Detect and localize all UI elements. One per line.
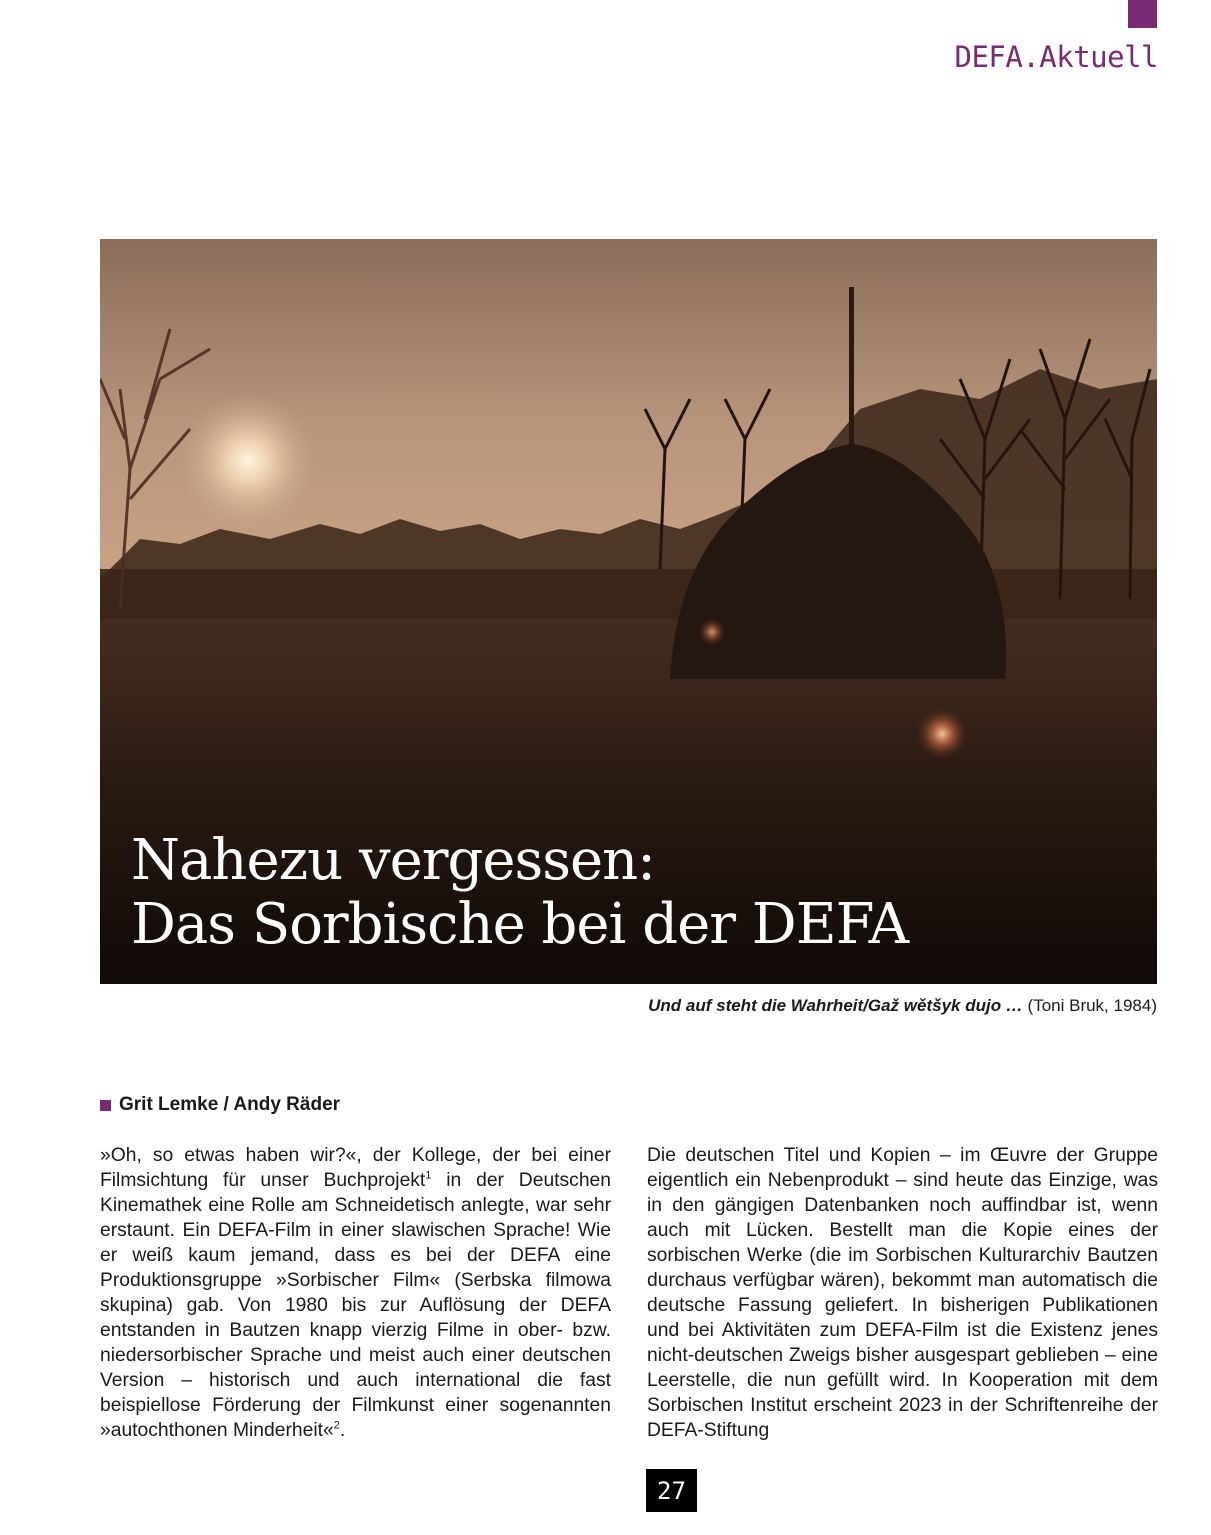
footnote-2-ref[interactable]: 2 bbox=[333, 1419, 340, 1432]
caption-film-title: Und auf steht die Wahrheit/Gaž wětšyk dujo … bbox=[648, 996, 1023, 1015]
section-label: DEFA.Aktuell bbox=[954, 40, 1158, 74]
byline bbox=[100, 1094, 340, 1116]
body-column-right: Die deutschen Titel und Kopien – im Œuvre der Gruppe eigentlich ein Nebenprodukt – sind heute das Einzige, was in den gängigen Datenbanken noch auffindbar ist, wenn auch mit Lücken. Bestellt man die Kopie eines der sorbischen Werke (die im Sorbischen Kulturarchiv Bautzen durchaus verfügbar wären), bekommt man automatisch die deutsche Fassung geliefert. In bisherigen Publikationen und bei Aktivitäten zum DEFA-Film ist die Existenz jenes nicht-deutschen Zweigs bisher ausgespart geblieben – eine Leerstelle, die nun gefüllt wird. In Kooperation mit dem Sorbischen Institut erscheint 2023 in der Schriftenreihe der DEFA-Stiftung bbox=[647, 1145, 1158, 1441]
article-title-line1: Nahezu vergessen: bbox=[131, 828, 656, 893]
hero-image bbox=[100, 239, 1157, 984]
caption-credit: (Toni Bruk, 1984) bbox=[1022, 996, 1157, 1015]
left-text-part1: »Oh, so etwas haben wir?«, der Kollege, der bei einer Filmsichtung für unser Buchprojekt bbox=[100, 1145, 611, 1191]
article-title bbox=[131, 829, 908, 957]
image-caption bbox=[648, 996, 1157, 1016]
footnote-1-ref[interactable]: 1 bbox=[425, 1169, 432, 1182]
corner-color-block bbox=[1128, 0, 1157, 28]
body-column-left bbox=[100, 1143, 611, 1443]
byline-authors: Grit Lemke / Andy Räder bbox=[119, 1094, 341, 1115]
left-text-part2: in der Deutschen Kinemathek eine Rolle am Schneidetisch anlegte, war sehr erstaunt. Ein DEFA-Film in einer slawischen Sprache! Wie er weiß kaum jemand, dass es bei der DEFA eine Produktionsgruppe »Sorbischer Film« (Serbska filmowa skupina) gab. Von 1980 bis zur Auflösung der DEFA entstanden in Bautzen knapp vierzig Filme in ober- bzw. niedersorbischer Sprache und meist auch einer deutschen Version – historisch und auch international die fast beispiellose Förderung der Filmkunst einer sogenannten »autochthonen Minderheit« bbox=[100, 1170, 611, 1441]
page-number: 27 bbox=[646, 1469, 697, 1512]
left-text-end: . bbox=[339, 1420, 346, 1441]
article-title-line2: Das Sorbische bei der DEFA bbox=[131, 892, 909, 957]
byline-square-icon bbox=[100, 1100, 111, 1111]
